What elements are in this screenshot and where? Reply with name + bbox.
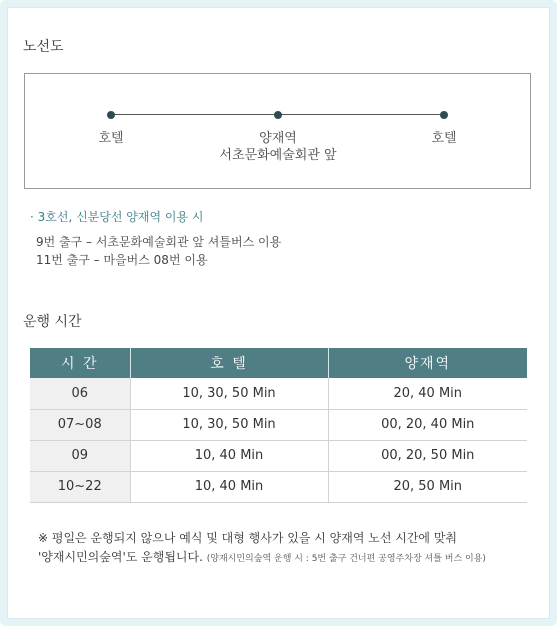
table-row [30, 440, 527, 471]
header-hotel: 호 텔 [130, 348, 328, 378]
header-time: 시 간 [30, 348, 130, 378]
stop-dot-hotel-end [440, 111, 448, 119]
cell-yangjae: 20, 40 Min [328, 378, 527, 409]
schedule-header-row [30, 348, 527, 378]
cell-time: 09 [30, 440, 130, 471]
cell-time: 07~08 [30, 409, 130, 440]
footnote-line-2-main: '양재시민의숲역'도 운행됩니다. [38, 550, 203, 564]
subway-note-heading: · 3호선, 신분당선 양재역 이용 시 [30, 210, 204, 224]
stop-label-hotel-start: 호텔 [98, 131, 124, 146]
table-row [30, 471, 527, 502]
cell-yangjae: 00, 20, 40 Min [328, 409, 527, 440]
stop-dot-yangjae [274, 111, 282, 119]
stop-label-yangjae [198, 130, 358, 164]
stop-sub-yangjae: 서초문화예술회관 앞 [219, 148, 337, 163]
cell-hotel: 10, 40 Min [130, 471, 328, 502]
table-row [30, 409, 527, 440]
footnote-line-2 [38, 548, 486, 569]
stop-dot-hotel-start [107, 111, 115, 119]
footnote-line-1: ※ 평일은 운행되지 않으나 예식 및 대형 행사가 있을 시 양재역 노선 시간에 맞춰 [38, 531, 457, 545]
cell-hotel: 10, 30, 50 Min [130, 409, 328, 440]
header-yangjae: 양재역 [328, 348, 527, 378]
table-row [30, 378, 527, 409]
stop-label-hotel-end: 호텔 [431, 131, 457, 146]
route-map-title: 노선도 [23, 39, 64, 55]
subway-note-line-1: 9번 출구 – 서초문화예술회관 앞 셔틀버스 이용 [36, 235, 282, 249]
cell-yangjae: 20, 50 Min [328, 471, 527, 502]
footnote-line-2-detail: (양재시민의숲역 운행 시 : 5번 출구 건너편 공영주차장 셔틀 버스 이용) [206, 554, 486, 564]
cell-hotel: 10, 30, 50 Min [130, 378, 328, 409]
route-map [24, 73, 531, 189]
weekday-footnote [38, 529, 486, 569]
cell-yangjae: 00, 20, 50 Min [328, 440, 527, 471]
schedule-title: 운행 시간 [23, 314, 82, 330]
cell-hotel: 10, 40 Min [130, 440, 328, 471]
cell-time: 10~22 [30, 471, 130, 502]
cell-time: 06 [30, 378, 130, 409]
schedule-table [30, 348, 527, 503]
stop-name-yangjae: 양재역 [259, 131, 297, 146]
subway-note-line-2: 11번 출구 – 마을버스 08번 이용 [36, 253, 208, 267]
